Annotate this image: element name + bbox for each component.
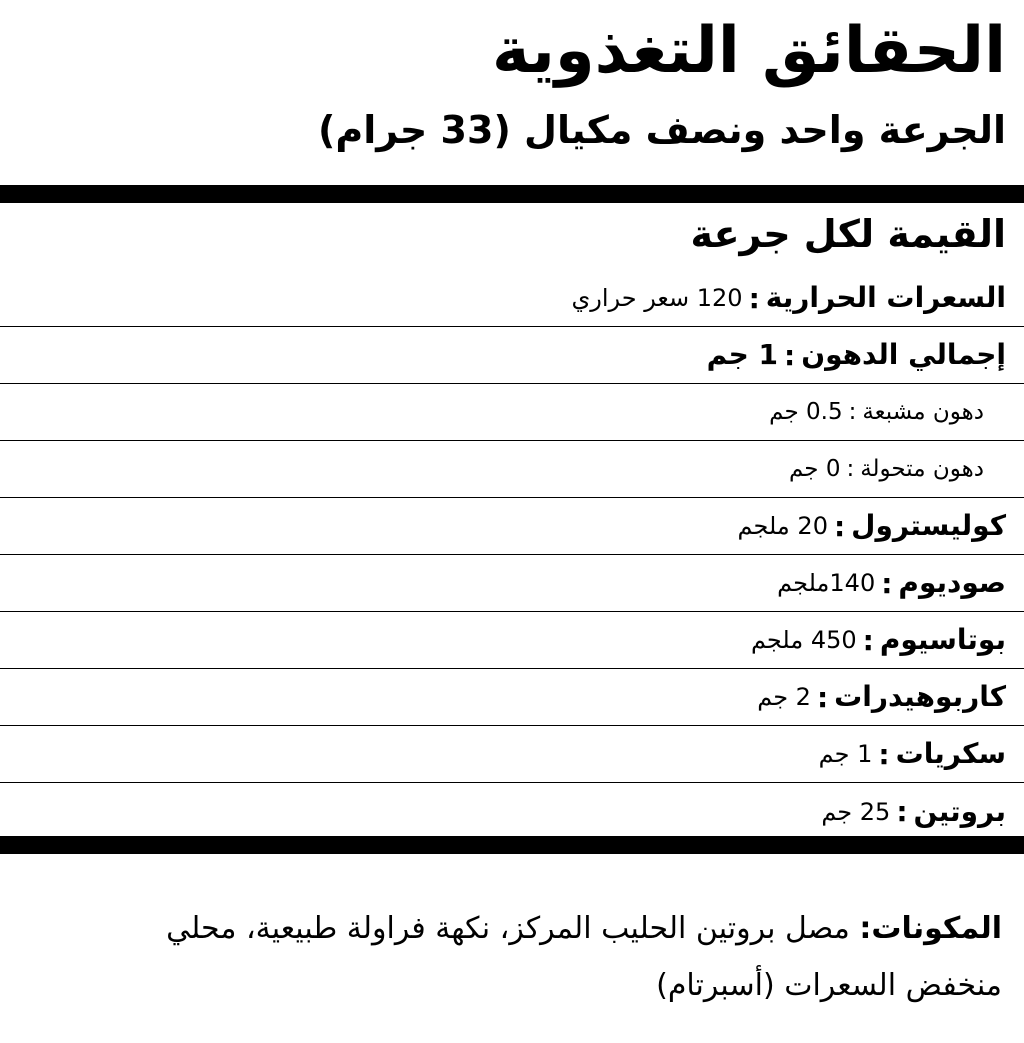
nutrient-separator: : xyxy=(846,456,855,482)
nutrient-separator: : xyxy=(783,338,796,372)
nutrient-separator: : xyxy=(896,795,908,828)
serving-size: الجرعة واحد ونصف مكيال (33 جرام) xyxy=(318,108,1006,152)
nutrient-value: 450 ملجم xyxy=(750,626,857,654)
nutrient-label: دهون مشبعة xyxy=(862,398,984,425)
nutrient-list xyxy=(0,270,1024,840)
nutrient-row-calories xyxy=(0,270,1024,327)
nutrient-label: دهون متحولة xyxy=(860,455,984,482)
nutrient-separator: : xyxy=(881,566,893,600)
nutrient-separator: : xyxy=(848,399,857,425)
nutrient-row-carbohydrates xyxy=(0,669,1024,726)
nutrient-separator: : xyxy=(748,281,760,315)
nutrient-value: 140ملجم xyxy=(777,569,876,597)
page-title: الحقائق التغذوية xyxy=(492,14,1006,88)
ingredients-text: مصل بروتين الحليب المركز، نكهة فراولة طبيعية، محلي منخفض السعرات (أسبرتام) xyxy=(166,911,1002,1003)
thick-divider-top xyxy=(0,185,1024,203)
nutrient-value: 1 جم xyxy=(706,338,778,371)
thick-divider-bottom xyxy=(0,836,1024,854)
nutrient-row-potassium xyxy=(0,612,1024,669)
nutrient-label: صوديوم xyxy=(898,566,1006,599)
nutrient-separator: : xyxy=(862,623,874,657)
nutrient-label: سكريات xyxy=(895,737,1006,770)
ingredients-statement xyxy=(72,900,1002,1014)
ingredients-label: المكونات: xyxy=(859,911,1002,946)
nutrient-value: 1 جم xyxy=(818,740,873,768)
nutrient-label: بوتاسيوم xyxy=(879,623,1006,656)
nutrient-separator: : xyxy=(833,509,846,543)
nutrient-row-trans-fat xyxy=(0,441,1024,498)
per-serving-heading: القيمة لكل جرعة xyxy=(690,212,1006,256)
nutrient-value: 120 سعر حراري xyxy=(571,284,743,312)
nutrient-value: 25 جم xyxy=(821,797,891,826)
nutrient-label: إجمالي الدهون xyxy=(801,338,1006,371)
nutrient-value: 0.5 جم xyxy=(769,398,843,425)
nutrient-label: كوليسترول xyxy=(851,509,1006,542)
nutrient-row-sugars xyxy=(0,726,1024,783)
nutrient-row-sodium xyxy=(0,555,1024,612)
nutrient-row-total-fat xyxy=(0,327,1024,384)
nutrient-value: 20 ملجم xyxy=(737,512,828,540)
nutrient-row-cholesterol xyxy=(0,498,1024,555)
nutrient-row-saturated-fat xyxy=(0,384,1024,441)
nutrient-separator: : xyxy=(878,737,890,771)
nutrient-separator: : xyxy=(816,680,829,714)
nutrient-label: كاربوهيدرات xyxy=(834,680,1006,713)
nutrient-value: 2 جم xyxy=(757,683,811,711)
nutrient-label: السعرات الحرارية xyxy=(765,281,1006,314)
nutrient-value: 0 جم xyxy=(788,455,841,482)
nutrient-label: بروتين xyxy=(913,794,1006,828)
nutrient-row-protein xyxy=(0,783,1024,840)
